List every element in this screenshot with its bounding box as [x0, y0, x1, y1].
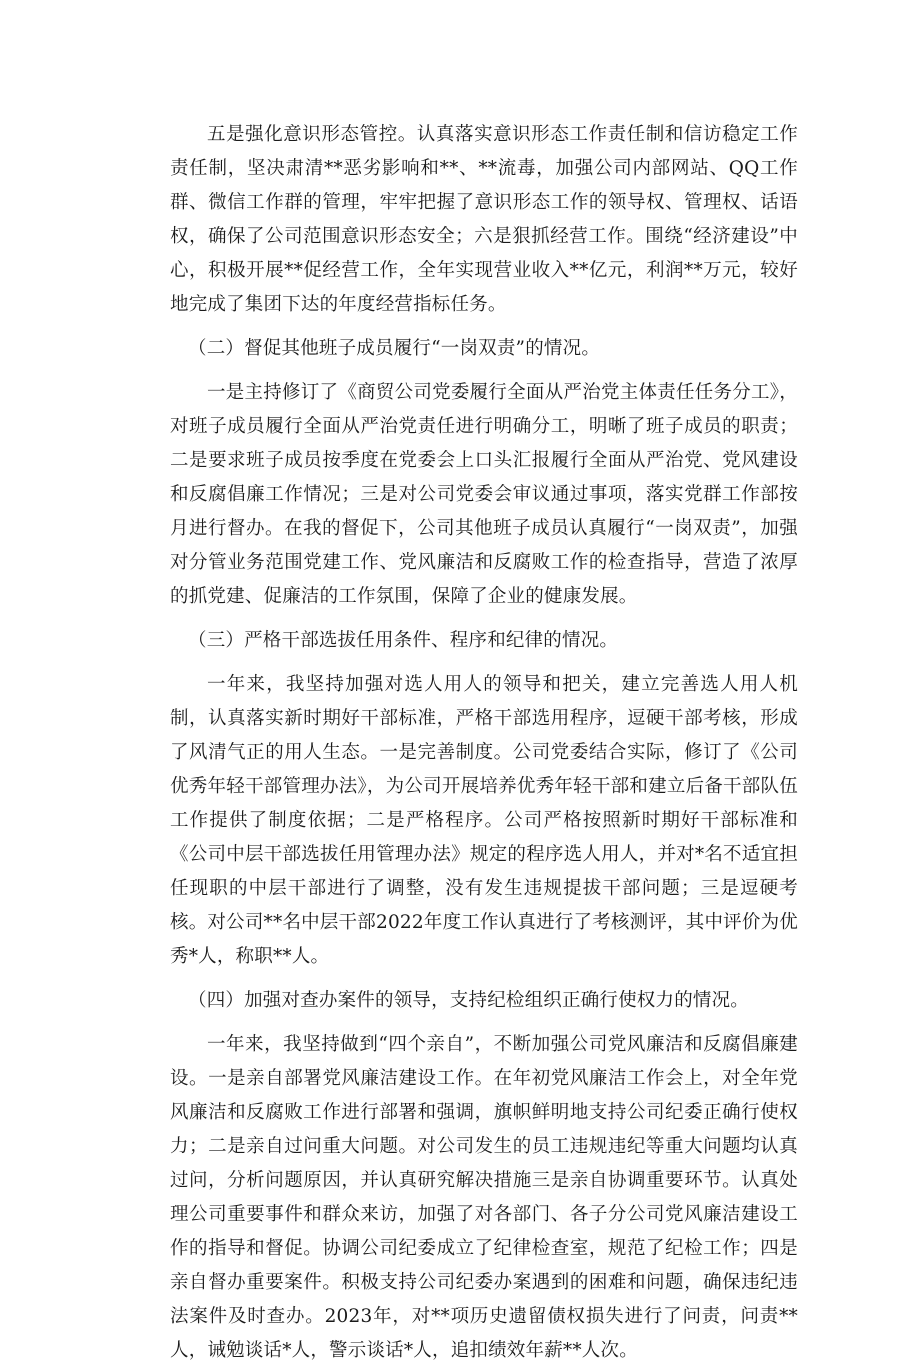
paragraph-ideology-and-operations: 五是强化意识形态管控。认真落实意识形态工作责任制和信访稳定工作责任制，坚决肃清**恶劣影响和**、**流毒，加强公司内部网站、QQ工作群、微信工作群的管理，牢牢把握了意识形态工作的领导权、管理权、话语权，确保了公司范围意识形态安全；六是狠抓经营工作。围绕“经济建设”中心，积极开展**促经营工作，全年实现营业收入**亿元，利润**万元，较好地完成了集团下达的年度经营指标任务。	[170, 124, 798, 315]
paragraph-cadre-selection: 一年来，我坚持加强对选人用人的领导和把关，建立完善选人用人机制，认真落实新时期好干部标准，严格干部选用程序，逗硬干部考核，形成了风清气正的用人生态。一是完善制度。公司党委结合实际，修订了《公司优秀年轻干部管理办法》，为公司开展培养优秀年轻干部和建立后备干部队伍工作提供了制度依据；二是严格程序。公司严格按照新时期好干部标准和《公司中层干部选拔任用管理办法》规定的程序选人用人，并对*名不适宜担任现职的中层干部进行了调整，没有发生违规提拔干部问题；三是逗硬考核。对公司**名中层干部2022年度工作认真进行了考核测评，其中评价为优秀*人，称职**人。	[170, 674, 798, 967]
paragraph-case-handling: 一年来，我坚持做到“四个亲自”，不断加强公司党风廉洁和反腐倡廉建设。一是亲自部署党风廉洁建设工作。在年初党风廉洁工作会上，对全年党风廉洁和反腐败工作进行部署和强调，旗帜鲜明地支持公司纪委正确行使权力；二是亲自过问重大问题。对公司发生的员工违规违纪等重大问题均认真过问，分析问题原因，并认真研究解决措施三是亲自协调重要环节。认真处理公司重要事件和群众来访，加强了对各部门、各子分公司党风廉洁建设工作的指导和督促。协调公司纪委成立了纪律检查室，规范了纪检工作；四是亲自督办重要案件。积极支持公司纪委办案遇到的困难和问题，确保违纪违法案件及时查办。2023年，对**项历史遗留债权损失进行了问责，问责**人，诫勉谈话*人，警示谈话*人，追扣绩效年薪**人次。	[170, 1034, 798, 1361]
paragraph-supervise-team: 一是主持修订了《商贸公司党委履行全面从严治党主体责任任务分工》，对班子成员履行全面从严治党责任进行明确分工，明晰了班子成员的职责；二是要求班子成员按季度在党委会上口头汇报履行全面从严治党、党风建设和反腐倡廉工作情况；三是对公司党委会审议通过事项，落实党群工作部按月进行督办。在我的督促下，公司其他班子成员认真履行“一岗双责”，加强对分管业务范围党建工作、党风廉洁和反腐败工作的检查指导，营造了浓厚的抓党建、促廉洁的工作氛围，保障了企业的健康发展。	[170, 382, 798, 607]
section-heading-3: （三）严格干部选拔任用条件、程序和纪律的情况。	[188, 630, 619, 651]
section-heading-4: （四）加强对查办案件的领导，支持纪检组织正确行使权力的情况。	[188, 990, 750, 1011]
section-heading-2: （二）督促其他班子成员履行“一岗双责”的情况。	[188, 338, 601, 359]
document-body	[170, 118, 798, 1368]
